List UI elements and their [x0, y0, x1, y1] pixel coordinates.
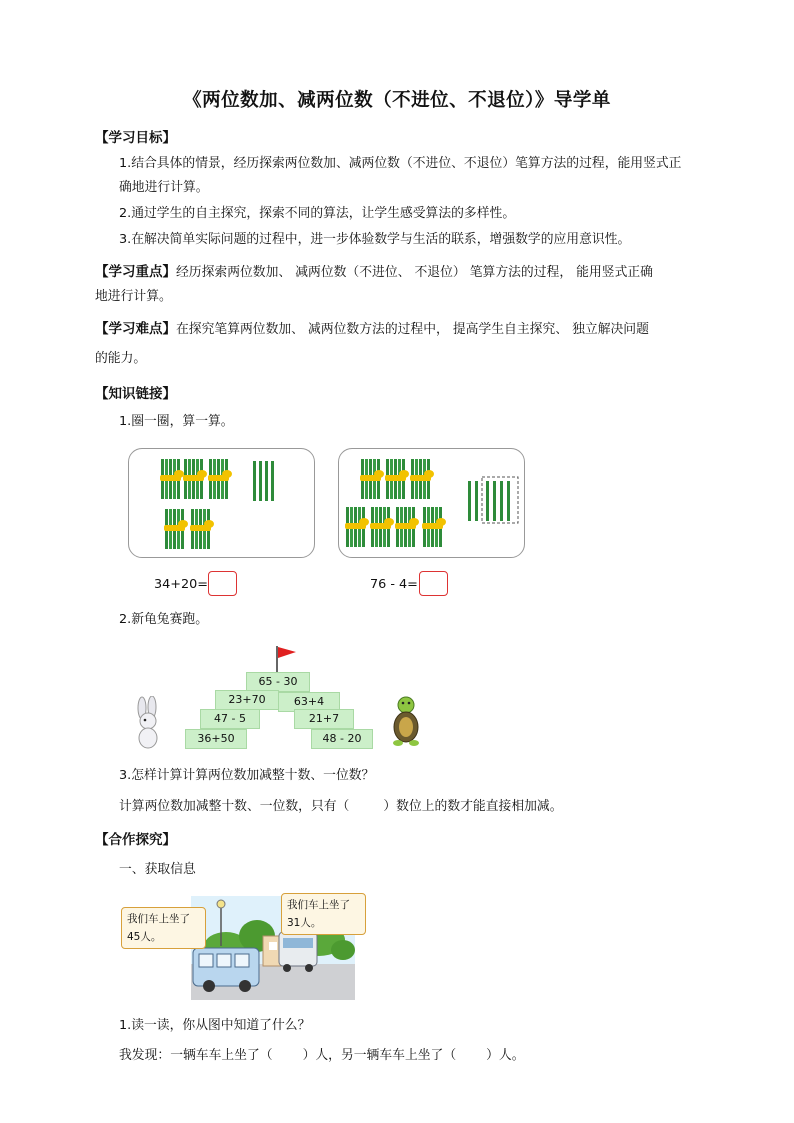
bubble-left-line2: 45人。	[127, 931, 162, 943]
finding-sentence	[119, 1046, 525, 1066]
difficulty-line1: 在探究笔算两位数加、 减两位数方法的过程中， 提高学生自主探究、 独立解决问题	[176, 322, 649, 337]
pyramid-block: 63+4	[278, 692, 340, 712]
speech-bubble-left	[121, 907, 206, 949]
pyramid-block: 23+70	[215, 690, 279, 710]
objective-3: 3.在解决简单实际问题的过程中，进一步体验数学与生活的联系，增强数学的应用意识性。	[119, 232, 631, 247]
answer-box-1[interactable]	[208, 571, 237, 596]
objective-2: 2.通过学生的自主探究，探索不同的算法，让学生感受算法的多样性。	[119, 206, 516, 221]
fill-blank-digit-place	[119, 797, 563, 817]
finding-text-c: ）人。	[486, 1048, 525, 1063]
stick-bundles-box-2	[338, 448, 525, 558]
question-how-to-calc: 3.怎样计算计算两位数加减整十数、一位数？	[119, 768, 375, 783]
bubble-right-line1: 我们车上坐了	[287, 899, 350, 911]
question-read: 1.读一读，你从图中知道了什么？	[119, 1018, 311, 1033]
key-point-line1: 经历探索两位数加、 减两位数（不进位、 不退位） 笔算方法的过程， 能用竖式正确	[176, 265, 653, 280]
equation-2: 76 - 4=	[370, 577, 418, 592]
cooperation-heading: 【合作探究】	[95, 832, 176, 848]
stick-bundles-illustration	[129, 449, 314, 557]
difficulty-line2: 的能力。	[95, 351, 147, 366]
difficulty-heading: 【学习难点】	[95, 321, 176, 337]
bubble-left-line1: 我们车上坐了	[127, 913, 190, 925]
pyramid-block: 47 - 5	[200, 709, 260, 729]
pyramid-block: 48 - 20	[311, 729, 373, 749]
fill-blank-text-b: ）数位上的数才能直接相加减。	[383, 799, 563, 814]
key-point-line2: 地进行计算。	[95, 289, 172, 304]
equation-1: 34+20=	[154, 577, 209, 592]
section-get-info: 一、获取信息	[119, 862, 196, 877]
pyramid-block: 36+50	[185, 729, 247, 749]
pyramid-block: 65 - 30	[246, 672, 310, 692]
objective-1-line2: 确地进行计算。	[119, 180, 209, 195]
fill-blank-text-a: 计算两位数加减整十数、一位数，只有（	[119, 799, 350, 814]
knowledge-link-heading: 【知识链接】	[95, 386, 176, 402]
finding-text-a: 我发现：一辆车车上坐了（	[119, 1048, 273, 1063]
speech-bubble-right	[281, 893, 366, 935]
key-point-heading: 【学习重点】	[95, 264, 176, 280]
question-circle-and-calc: 1.圈一圈，算一算。	[119, 414, 234, 429]
page-title: 《两位数加、减两位数（不进位、不退位）》导学单	[183, 90, 611, 111]
difficulty	[95, 319, 705, 340]
question-race: 2.新龟兔赛跑。	[119, 612, 208, 627]
finding-text-b: ）人，另一辆车车上坐了（	[302, 1048, 457, 1063]
stick-bundles-illustration	[339, 449, 524, 557]
rabbit-icon	[133, 696, 167, 750]
key-point	[95, 262, 705, 283]
objectives-heading: 【学习目标】	[95, 130, 176, 146]
turtle-icon	[389, 694, 423, 748]
bubble-right-line2: 31人。	[287, 917, 322, 929]
answer-box-2[interactable]	[419, 571, 448, 596]
stick-bundles-box-1	[128, 448, 315, 558]
pyramid-block: 21+7	[294, 709, 354, 729]
objective-1-line1: 1.结合具体的情景，经历探索两位数加、减两位数（不进位、不退位）笔算方法的过程，能用竖式正	[119, 156, 682, 171]
